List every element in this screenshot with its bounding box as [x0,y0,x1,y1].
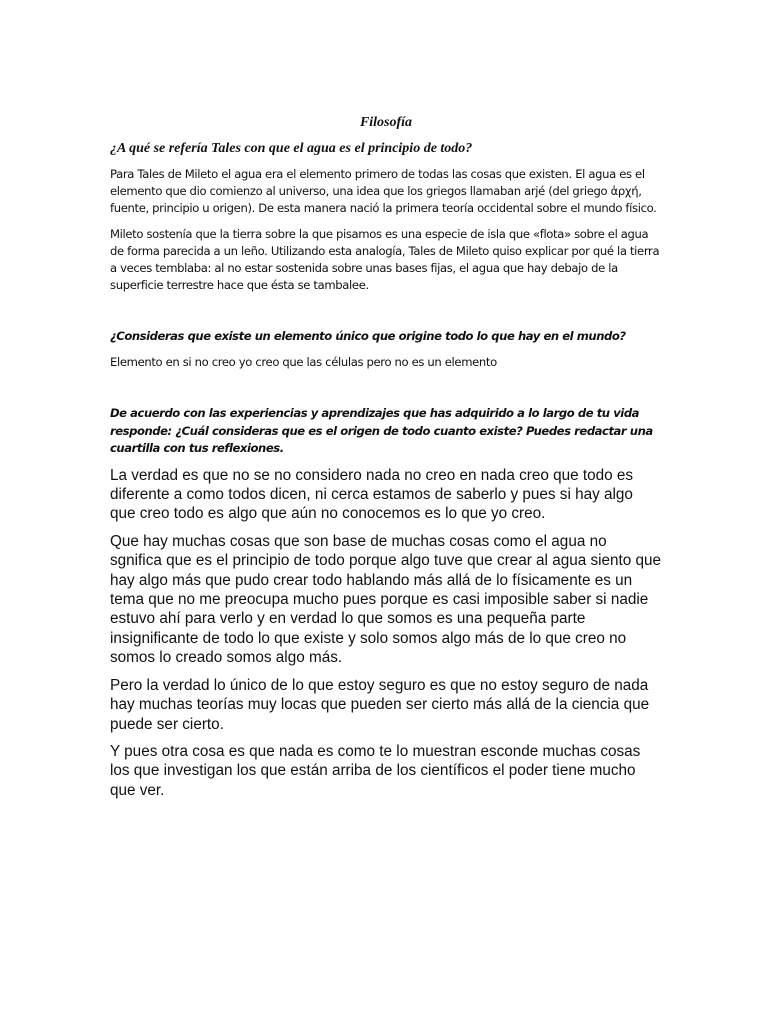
question-3: De acuerdo con las experiencias y aprendizajes que has adquirido a lo largo de tu vida responde: ¿Cuál consideras que es el origen de todo cuanto existe? Puedes redactar una cuartilla con tus reflexiones. [110,406,653,456]
spacer [110,302,662,328]
question-1: ¿A qué se refería Tales con que el agua es el principio de todo? [110,141,473,156]
spacer [110,379,662,405]
paragraph-2: Mileto sostenía que la tierra sobre la que pisamos es una especie de isla que «flota» sobre el agua de forma parecida a un leño. Utilizando esta analogía, Tales de Mileto quiso explicar por qué la tierra a veces temblaba: al no estar sostenida sobre unas bases fijas, el agua que hay debajo de la superficie terrestre hace que ésta se tambalee. [110,226,660,293]
answer-3-paragraph-2: Que hay muchas cosas que son base de muchas cosas como el agua no sgnifica que es el principio de todo porque algo tuve que crear al agua siento que hay algo más que pudo crear todo hablando más allá de lo físicamente es un tema que no me preocupa mucho pues porque es casi imposible saber si nadie estuvo ahí para verlo y en verdad lo que somos es una pequeña parte insignificante de todo lo que existe y solo somos algo más de lo que creo no somos lo creado somos algo más. [110,532,662,667]
page-title: Filosofía [359,115,413,130]
answer-3-paragraph-4: Y pues otra cosa es que nada es como te lo muestran esconde muchas cosas los que investigan los que están arriba de los científicos el poder tiene mucho que ver. [110,742,641,799]
answer-3-paragraph-3: Pero la verdad lo único de lo que estoy seguro es que no estoy seguro de nada hay muchas teorías muy locas que pueden ser cierto más allá de la ciencia que puede ser cierto. [110,676,650,733]
question-2: ¿Consideras que existe un elemento único que origine todo lo que hay en el mundo? [110,329,626,344]
answer-3-paragraph-1: La verdad es que no se no considero nada no creo en nada creo que todo es diferente a como todos dicen, ni cerca estamos de saberlo y pues si hay algo que creo todo es algo que aún no conocemos es lo que yo creo. [110,466,634,523]
answer-2: Elemento en si no creo yo creo que las células pero no es un elemento [110,354,497,369]
document-body [110,114,662,808]
paragraph-1: Para Tales de Mileto el agua era el elemento primero de todas las cosas que existen. El agua es el elemento que dio comienzo al universo, una idea que los griegos llamaban arjé (del griego ἀρχή, fuente, principio u origen). De esta manera nació la primera teoría occidental sobre el mundo físico. [110,167,657,216]
